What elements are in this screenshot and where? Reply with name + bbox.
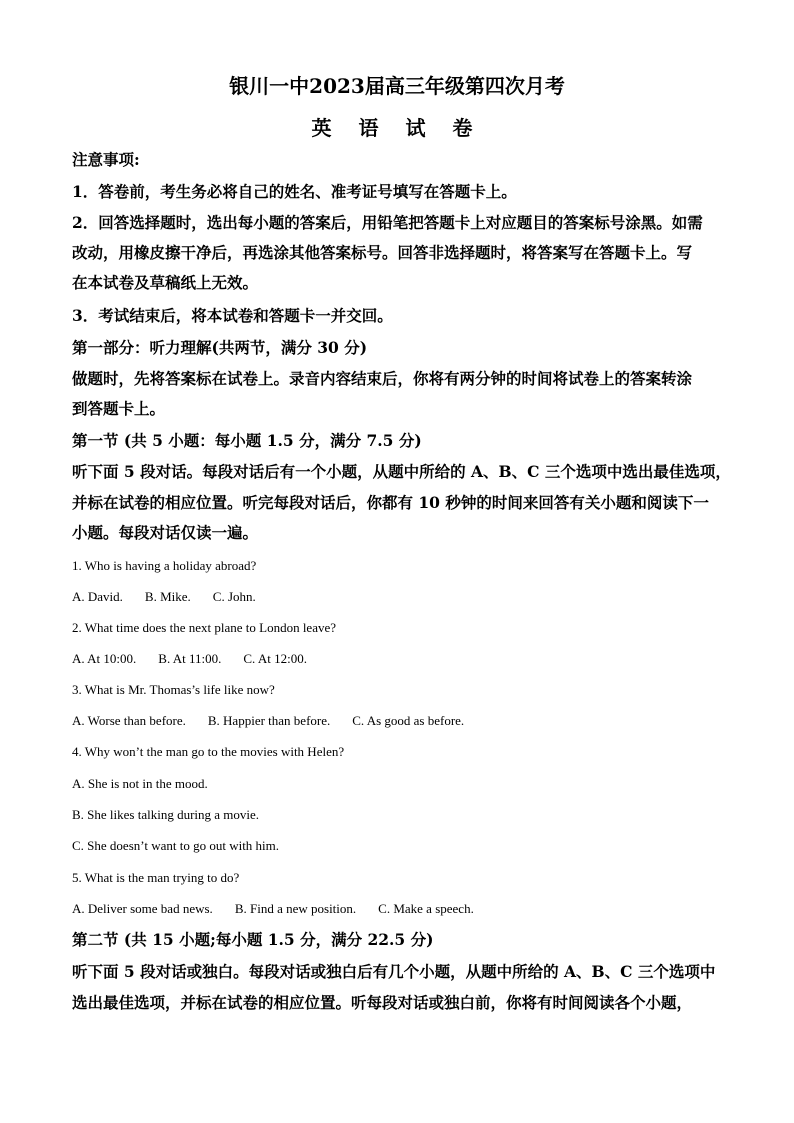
question-options xyxy=(72,900,496,918)
question-stem: 4. Why won’t the man go to the movies with Helen? xyxy=(72,744,345,759)
part1-heading: 第一部分：听力理解(共两节，满分 30 分) xyxy=(72,338,368,357)
question-stem: 5. What is the man trying to do? xyxy=(72,870,240,885)
section2-instruction: 选出最佳选项，并标在试卷的相应位置。听每段对话或独白前，你将有时间阅读各个小题， xyxy=(72,993,693,1012)
notice-line: 1．答卷前，考生务必将自己的姓名、准考证号填写在答题卡上。 xyxy=(72,182,517,201)
option: A. At 10:00. xyxy=(72,651,137,666)
option: B. She likes talking during a movie. xyxy=(72,807,260,822)
section1-instruction: 并标在试卷的相应位置。听完每段对话后，你都有 10 秒钟的时间来回答有关小题和阅读下一 xyxy=(72,493,709,512)
section1-instruction: 小题。每段对话仅读一遍。 xyxy=(72,523,259,542)
question-stem: 3. What is Mr. Thomas’s life like now? xyxy=(72,682,275,697)
option: B. Mike. xyxy=(144,589,191,604)
question-stem: 1. Who is having a holiday abroad? xyxy=(72,558,257,573)
option: A. She is not in the mood. xyxy=(72,776,208,791)
notice-line: 3．考试结束后，将本试卷和答题卡一并交回。 xyxy=(72,306,393,325)
section2-instruction: 听下面 5 段对话或独白。每段对话或独白后有几个小题，从题中所给的 A、B、C 三个选项中 xyxy=(72,962,716,981)
section1-instruction: 听下面 5 段对话。每段对话后有一个小题，从题中所给的 A、B、C 三个选项中选出最佳选项， xyxy=(72,462,731,481)
option: C. She doesn’t want to go out with him. xyxy=(72,838,280,853)
option: A. David. xyxy=(72,589,123,604)
notice-line: 改动，用橡皮擦干净后，再选涂其他答案标号。回答非选择题时，将答案写在答题卡上。写 xyxy=(72,243,693,262)
option: A. Deliver some bad news. xyxy=(72,901,213,916)
section2-heading: 第二节 (共 15 小题;每小题 1.5 分，满分 22.5 分) xyxy=(72,930,434,949)
notice-line: 在本试卷及草稿纸上无效。 xyxy=(72,273,259,292)
part1-instruction: 到答题卡上。 xyxy=(72,399,166,418)
option: B. Happier than before. xyxy=(207,713,331,728)
question-options xyxy=(72,588,278,606)
exam-title: 银川一中2023届高三年级第四次月考 xyxy=(229,74,565,98)
question-stem: 2. What time does the next plane to London leave? xyxy=(72,620,337,635)
exam-subtitle: 英 语 试 卷 xyxy=(311,116,483,140)
option: B. Find a new position. xyxy=(234,901,357,916)
section1-heading: 第一节 (共 5 小题：每小题 1.5 分，满分 7.5 分) xyxy=(72,431,422,450)
option: A. Worse than before. xyxy=(72,713,186,728)
option: C. At 12:00. xyxy=(243,651,307,666)
part1-instruction: 做题时，先将答案标在试卷上。录音内容结束后，你将有两分钟的时间将试卷上的答案转涂 xyxy=(72,369,693,388)
question-options xyxy=(72,712,486,730)
notice-heading: 注意事项: xyxy=(72,150,140,169)
option: C. Make a speech. xyxy=(378,901,474,916)
option: B. At 11:00. xyxy=(158,651,222,666)
notice-line: 2．回答选择题时，选出每小题的答案后，用铅笔把答题卡上对应题目的答案标号涂黑。如需 xyxy=(72,213,703,232)
option: C. John. xyxy=(212,589,256,604)
question-options xyxy=(72,650,329,668)
option: C. As good as before. xyxy=(352,713,465,728)
